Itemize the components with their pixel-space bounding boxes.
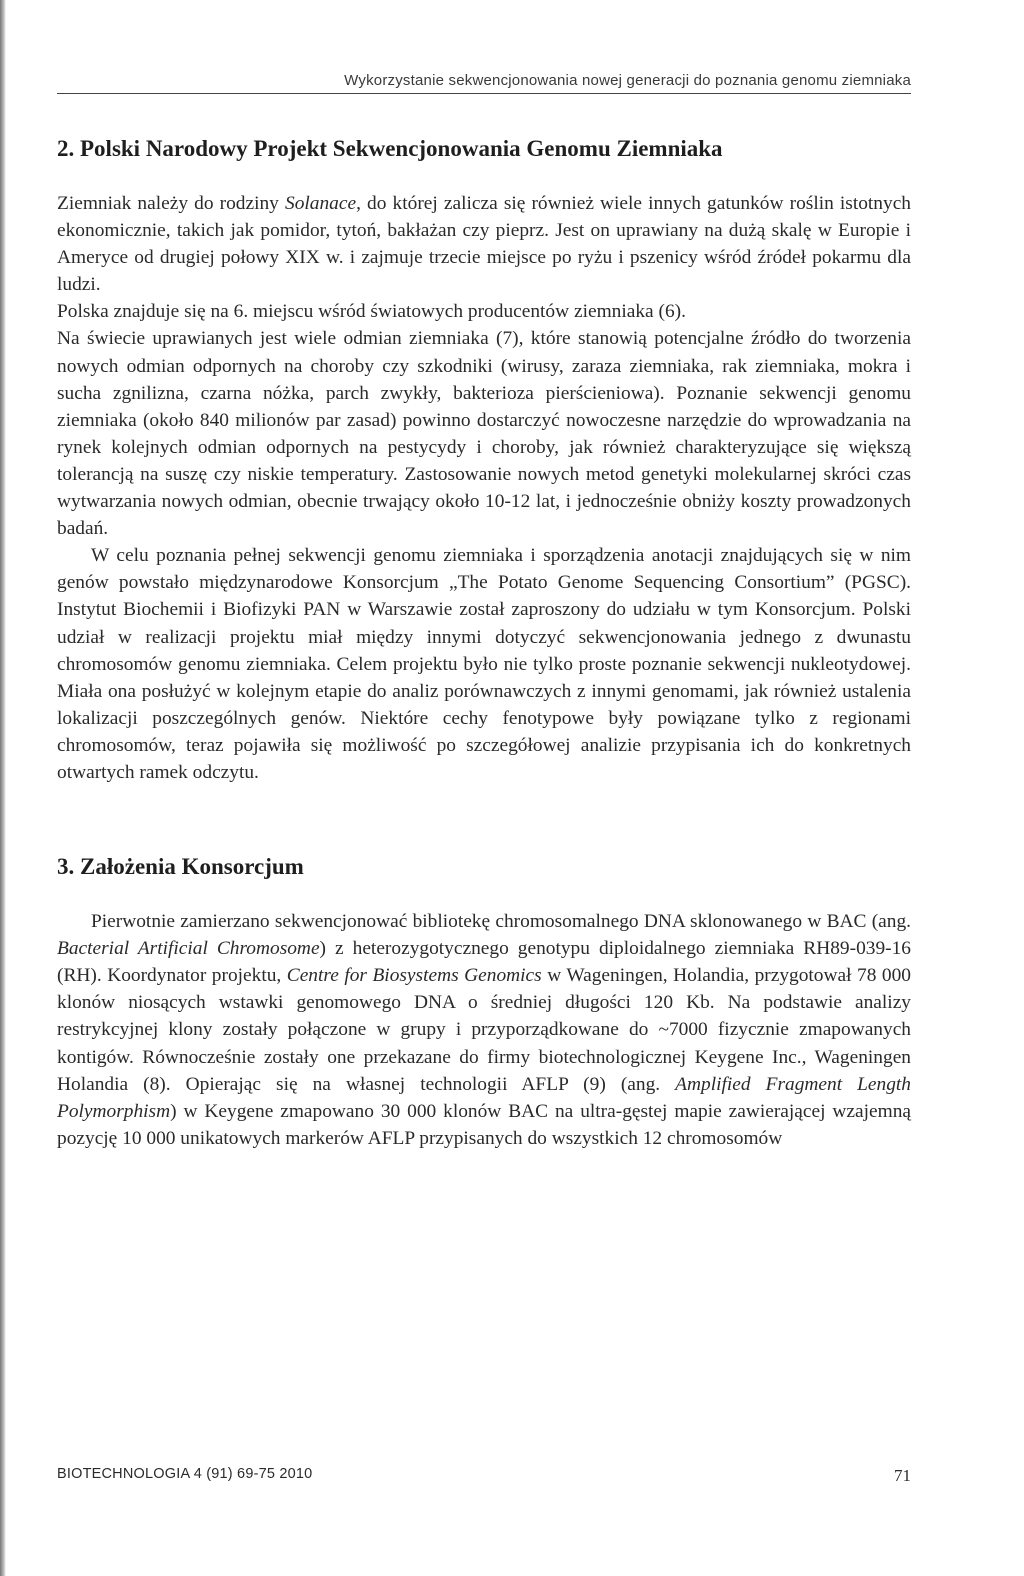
paragraph-consortium-assumptions: [57, 908, 911, 1152]
section-2-heading: 2. Polski Narodowy Projekt Sekwencjonowania Genomu Ziemniaka: [57, 136, 723, 161]
text-run: ) z heterozygotycznego genotypu diploidalnego ziemniaka RH89-039-16 (RH). Koordynator projektu,: [57, 938, 911, 987]
section-2-body: [57, 190, 911, 786]
document-page: [57, 70, 911, 1152]
italic-term-bac: Bacterial Artificial Chromosome: [57, 938, 320, 960]
scan-edge-shadow: [0, 0, 6, 1576]
paragraph-potato-intro: [57, 190, 911, 298]
paragraph-varieties: Na świecie uprawianych jest wiele odmian ziemniaka (7), które stanowią potencjalne źródło do tworzenia nowych odmian odpornych na choroby czy szkodniki (wirusy, zaraza ziemniaka, rak ziemniaka, mokra i sucha zgnilizna, czarna nóżka, parch zwykły, bakterioza pierścieniowa). Poznanie sekwencji genomu ziemniaka (około 840 milionów par zasad) powinno dostarczyć nowoczesne narzędzie do wprowadzania na rynek kolejnych odmian odpornych na pestycydy i choroby, jak również charakteryzujące się większą tolerancją na suszę czy niskie temperatury. Zastosowanie nowych metod genetyki molekularnej skróci czas wytwarzania nowych odmian, obecnie trwający około 10-12 lat, i jednocześnie obniży koszty prowadzonych badań.: [57, 328, 911, 540]
text-run: ) w Keygene zmapowano 30 000 klonów BAC na ultra-gęstej mapie zawierającej wzajemną pozycję 10 000 unikatowych markerów AFLP przypisanych do wszystkich 12 chromosomów: [57, 1100, 911, 1149]
page-footer: [57, 1466, 911, 1488]
page-number: 71: [894, 1466, 911, 1485]
text-run: w Wageningen, Holandia, przygotował 78 000 klonów niosących wstawki genomowego DNA o średniej długości 120 Kb. Na podstawie analizy restrykcyjnej klony zostały połączone w grupy i przyporządkowane do ~7000 fizycznie zmapowanych kontigów. Równocześnie zostały one przekazane do firmy biotechnologicznej Keygene Inc., Wageningen Holandia (8). Opierając się na własnej technologii AFLP (9) (ang.: [57, 965, 911, 1095]
text-run: Ziemniak należy do rodziny: [57, 193, 285, 214]
journal-citation: BIOTECHNOLOGIA 4 (91) 69-75 2010: [57, 1466, 313, 1482]
section-3-heading: 3. Założenia Konsorcjum: [57, 854, 304, 880]
paragraph-pgsc: W celu poznania pełnej sekwencji genomu ziemniaka i sporządzenia anotacji znajdujących się w nim genów powstało międzynarodowe Konsorcjum „The Potato Genome Sequencing Consortium” (PGSC). Instytut Biochemii i Biofizyki PAN w Warszawie został zaproszony do udziału w tym Konsorcjum. Polski udział w realizacji projektu miał między innymi dotyczyć sekwencjonowania jednego z dwunastu chromosomów genomu ziemniaka. Celem projektu było nie tylko proste poznanie sekwencji nukleotydowej. Miała ona posłużyć w kolejnym etapie do analiz porównawczych z innymi genomami, jak również ustalenia lokalizacji poszczególnych genów. Niektóre cechy fenotypowe były powiązane tylko z regionami chromosomów, teraz pojawiła się możliwość po szczegółowej analizie przypisania ich do konkretnych otwartych ramek odczytu.: [57, 545, 911, 783]
section-3-body: [57, 908, 911, 1152]
paragraph-poland-ranking: Polska znajduje się na 6. miejscu wśród światowych producentów ziemniaka (6).: [57, 301, 686, 323]
italic-term-aflp: Amplified Fragment Length Polymorphism: [57, 1073, 911, 1122]
text-run: , do której zalicza się również wiele innych gatunków roślin istotnych ekonomicznie, takich jak pomidor, tytoń, bakłażan czy pieprz. Jest on uprawiany na dużą skalę w Europie i Ameryce od drugiej połowy XIX w. i zajmuje trzecie miejsce po ryżu i pszenicy wśród źródeł pokarmu dla ludzi.: [57, 193, 912, 296]
running-header: Wykorzystanie sekwencjonowania nowej generacji do poznania genomu ziemniaka: [57, 70, 911, 94]
italic-term-solanace: Solanace: [285, 193, 357, 214]
text-run: Pierwotnie zamierzano sekwencjonować bibliotekę chromosomalnego DNA sklonowanego w BAC (ang.: [91, 911, 911, 933]
italic-term-cbg: Centre for Biosystems Genomics: [286, 965, 542, 987]
